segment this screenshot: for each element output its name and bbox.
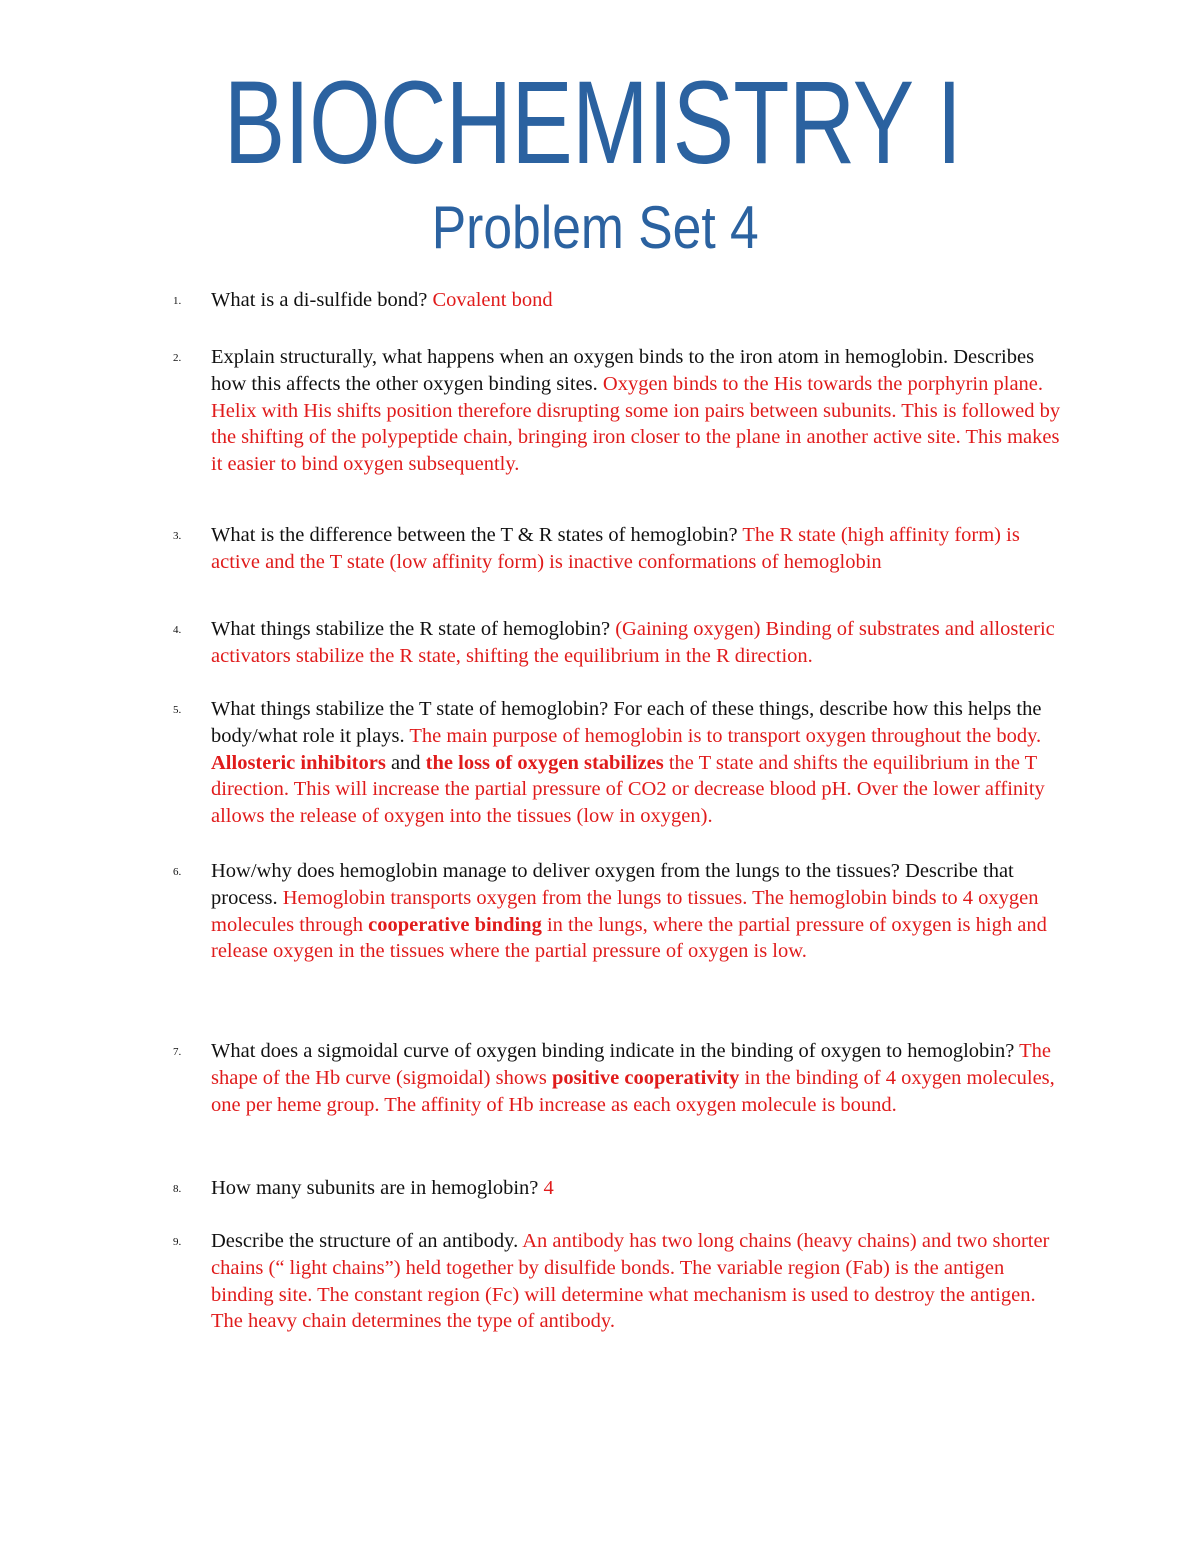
question-text: Explain structurally, what happens when an oxygen binds to the iron atom in hemoglobin. Describes how this affects the other oxygen binding sites. <box>211 346 1035 395</box>
document-title: BIOCHEMISTRY I <box>223 57 962 189</box>
question-item <box>173 696 1071 830</box>
question-item <box>173 522 1071 576</box>
question-text: How many subunits are in hemoglobin? <box>211 1177 544 1199</box>
answer-connector: and <box>385 751 426 774</box>
answer-segment: Hemoglobin transports oxygen from the lungs to tissues. The hemoglobin binds to 4 oxygen molecules through <box>211 886 1039 936</box>
question-number: 4. <box>173 624 182 636</box>
answer-segment: The shape of the Hb curve (sigmoidal) shows <box>211 1040 1051 1089</box>
question-text: What is a di-sulfide bond? <box>211 289 433 311</box>
question-item <box>173 1228 1071 1335</box>
answer-emphasis: Allosteric inhibitors <box>211 751 386 774</box>
question-item <box>173 616 1071 670</box>
question-text: What things stabilize the T state of hemoglobin? For each of these things, describe how this helps the body/what role it plays. <box>211 698 1042 747</box>
answer-segment: in the lungs, where the partial pressure of oxygen is high and release oxygen in the tissues where the partial pressure of oxygen is low. <box>211 913 1047 963</box>
answer-text: Covalent bond <box>432 289 553 311</box>
answer-text: The R state (high affinity form) is active and the T state (low affinity form) is inactive conformations of hemoglobin <box>211 524 1020 573</box>
question-text: Describe the structure of an antibody. <box>211 1230 523 1252</box>
question-item <box>173 1038 1071 1118</box>
question-item <box>173 287 1071 314</box>
question-number: 2. <box>173 352 182 364</box>
answer-text: (Gaining oxygen) Binding of substrates and allosteric activators stabilize the R state, shifting the equilibrium in the R direction. <box>211 618 1055 667</box>
answer-segment: the T state and shifts the equilibrium in the T direction. This will increase the partial pressure of CO2 or decrease blood pH. Over the lower affinity allows the release of oxygen into the tissues (low in oxygen). <box>211 751 1045 828</box>
question-number: 7. <box>173 1046 182 1058</box>
question-item <box>173 1175 1071 1202</box>
question-text: What is the difference between the T & R states of hemoglobin? <box>211 524 743 546</box>
answer-text: 4 <box>543 1177 554 1199</box>
question-number: 8. <box>173 1183 182 1195</box>
question-text: What things stabilize the R state of hemoglobin? <box>211 618 616 640</box>
document-subtitle: Problem Set 4 <box>431 194 759 261</box>
answer-emphasis: positive cooperativity <box>552 1066 740 1089</box>
answer-segment: The main purpose of hemoglobin is to transport oxygen throughout the body. <box>409 724 1042 747</box>
answer-text: An antibody has two long chains (heavy chains) and two shorter chains (“ light chains”) held together by disulfide bonds. The variable region (Fab) is the antigen binding site. The constant region (Fc) will determine what mechanism is used to destroy the antigen. The heavy chain determines the type of antibody. <box>211 1230 1050 1333</box>
answer-segment: in the binding of 4 oxygen molecules, one per heme group. The affinity of Hb increase as each oxygen molecule is bound. <box>211 1066 1055 1116</box>
answer-emphasis: cooperative binding <box>368 913 542 936</box>
question-number: 9. <box>173 1236 182 1248</box>
question-item <box>173 858 1071 965</box>
question-number: 1. <box>173 295 182 307</box>
answer-emphasis: the loss of oxygen stabilizes <box>425 751 664 774</box>
answer-text: Oxygen binds to the His towards the porphyrin plane. Helix with His shifts position therefore disrupting some ion pairs between subunits. This is followed by the shifting of the polypeptide chain, bringing iron closer to the plane in another active site. This makes it easier to bind oxygen subsequently. <box>211 372 1061 476</box>
question-number: 5. <box>173 704 182 716</box>
question-number: 3. <box>173 530 182 542</box>
question-text: What does a sigmoidal curve of oxygen binding indicate in the binding of oxygen to hemoglobin? <box>211 1040 1020 1062</box>
question-number: 6. <box>173 866 182 878</box>
question-item <box>173 344 1071 478</box>
answer-text <box>211 887 1047 963</box>
question-text: How/why does hemoglobin manage to deliver oxygen from the lungs to the tissues? Describe that process. <box>211 860 1014 909</box>
